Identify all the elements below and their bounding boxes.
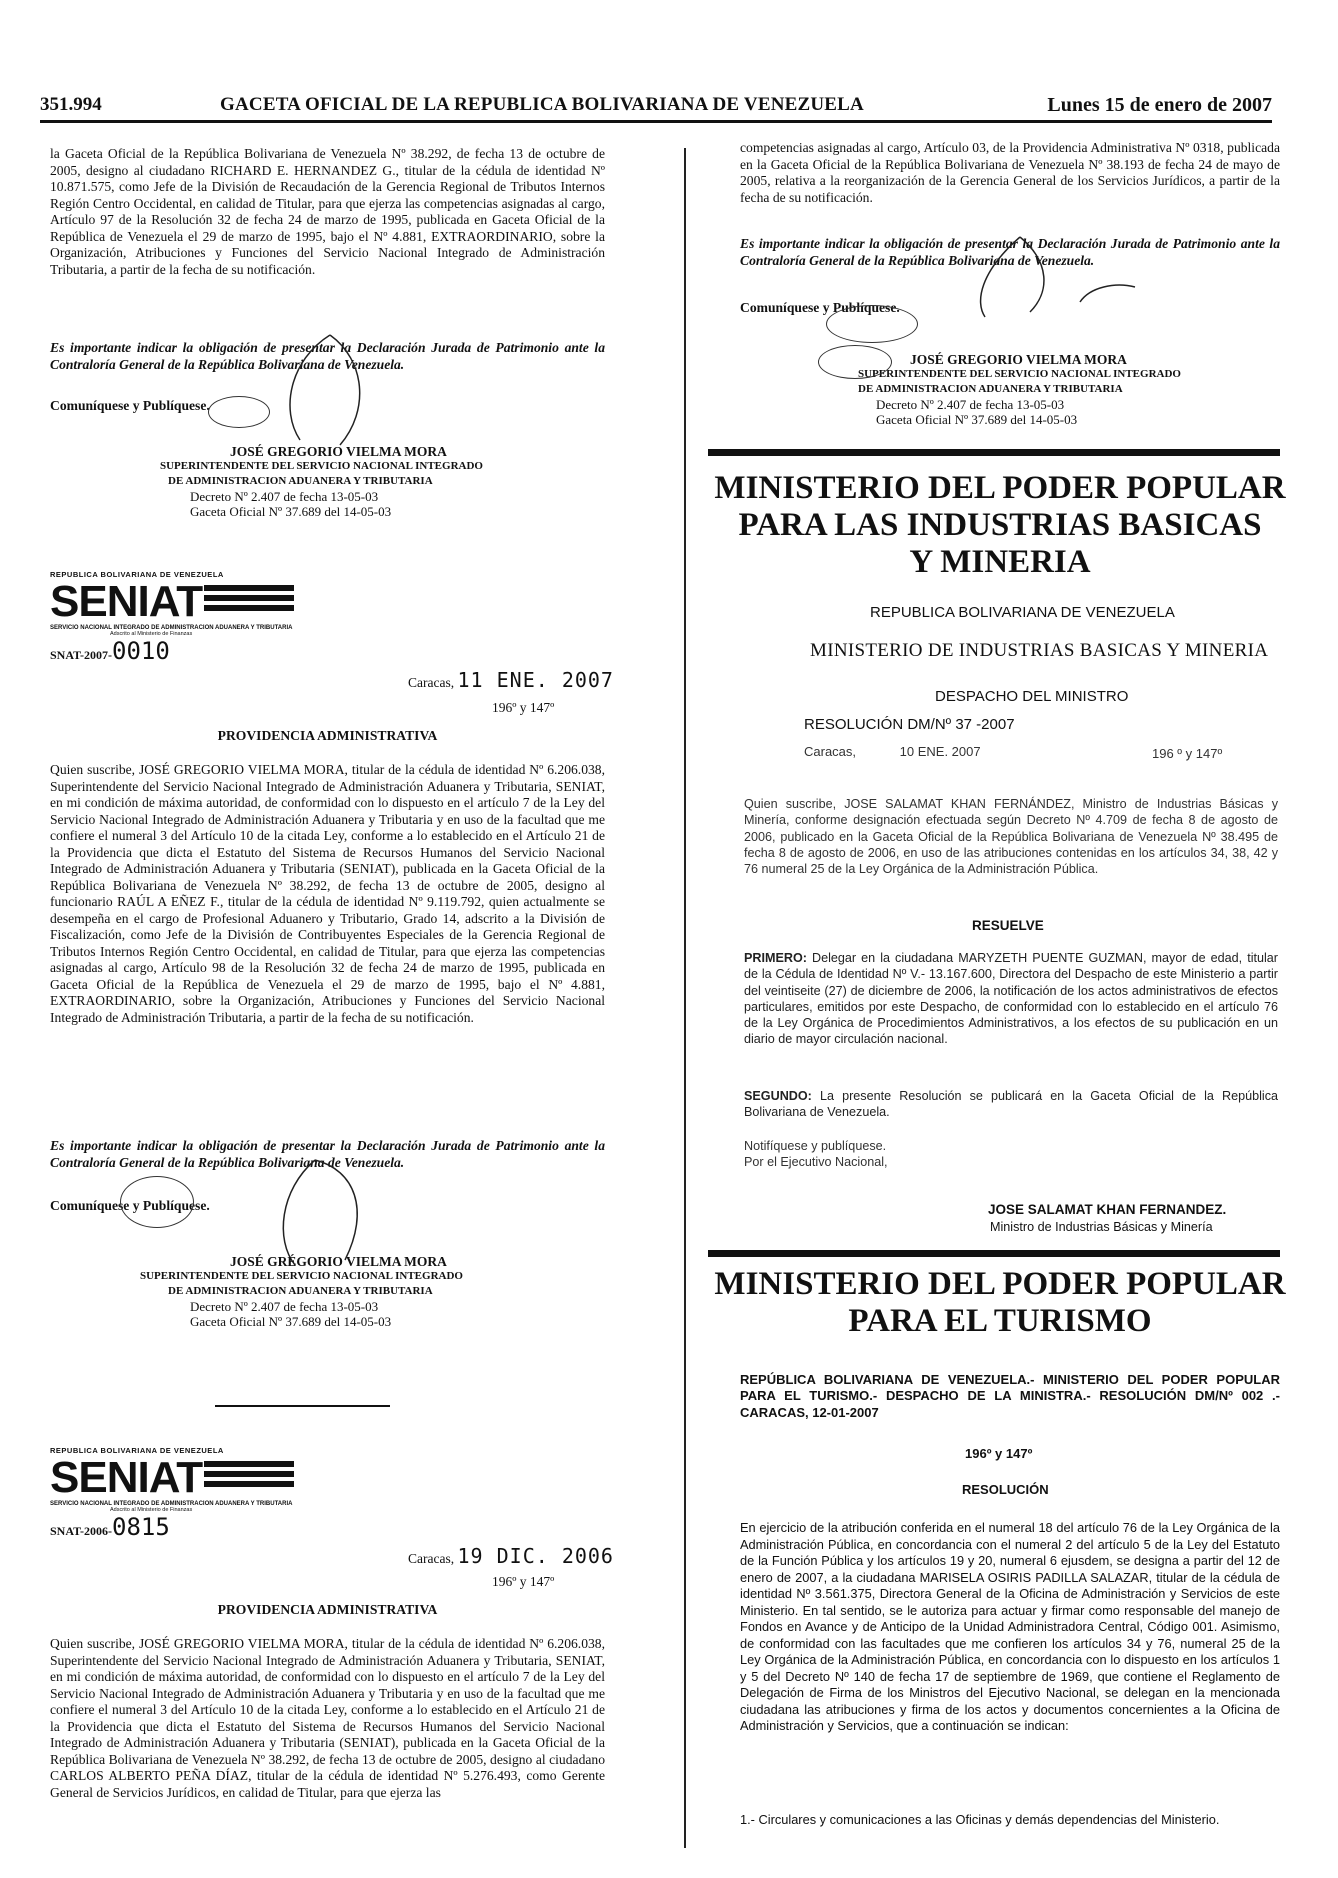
gazette-title: GACETA OFICIAL DE LA REPUBLICA BOLIVARIANA DE VENEZUELA bbox=[220, 94, 864, 115]
left-body-2: Quien suscribe, JOSÉ GREGORIO VIELMA MORA, titular de la cédula de identidad Nº 6.206.038, Superintendente del Servicio Nacional Integrado de Administración Aduanera y Tributaria, SENIAT, en mi condición de máxima autoridad, de conformidad con lo dispuesto en el artículo 7 de la Ley del Servicio Nacional Integrado de Administración Aduanera y Tributaria y en uso de la facultad que me confiere el numeral 3 del Artículo 10 de la citada Ley, conforme a lo establecido en el Artículo 21 de la Providencia que dicta el Estatuto del Sistema de Recursos Humanos del Servicio Nacional Integrado de Administración Aduanera y Tributaria (SENIAT), publicada en la Gaceta Oficial de la República Bolivariana de Venezuela Nº 38.292, de fecha 13 de octubre de 2005, designo al ciudadano CARLOS ALBERTO PEÑA DÍAZ, titular de la cédula de identidad Nº 5.276.493, como Gerente General de Servicios Jurídicos, en calidad de Titular, para que ejerza las bbox=[50, 1636, 605, 1800]
providencia-title-1: PROVIDENCIA ADMINISTRATIVA bbox=[217, 728, 438, 743]
left-body-1: Quien suscribe, JOSÉ GREGORIO VIELMA MORA, titular de la cédula de identidad Nº 6.206.038, Superintendente del Servicio Nacional Integrado de Administración Aduanera y Tributaria, SENIAT, en mi condición de máxima autoridad, de conformidad con lo dispuesto en el artículo 7 de la Ley del Servicio Nacional Integrado de Administración Aduanera y Tributaria y en uso de la facultad que me confiere el numeral 3 del Artículo 10 de la citada Ley, conforme a lo establecido en el Artículo 21 de la Providencia que dicta el Estatuto del Sistema de Recursos Humanos del Servicio Nacional Integrado de Administración Aduanera y Tributaria (SENIAT), publicada en la Gaceta Oficial de la República Bolivariana de Venezuela Nº 38.292, de fecha 13 de octubre de 2005, designo al funcionario RAÚL A EÑEZ F., titular de la cédula de identidad Nº 9.119.792, quien actualmente se desempeña en el cargo de Profesional Aduanero y Tributario, Grado 14, adscrito a la División de Fiscalización, como Jefe de la División de Contribuyentes Especiales de la Gerencia Regional de Tributos Internos Región Centro Occidental, en calidad de Titular, para que ejerza las competencias asignadas al cargo, Artículo 98 de la Resolución 32 de fecha 24 de marzo de 1995, publicada en Gaceta Oficial de la República de Venezuela el 29 de marzo de 1995, bajo el Nº 4.881, EXTRAORDINARIO, sobre la Organización, Atribuciones y Funciones del Servicio Nacional Integrado de Administración Tributaria, a partir de la fecha de su notificación. bbox=[50, 762, 605, 1025]
left-comuniquese-1: Comuníquese y Publíquese. bbox=[50, 398, 210, 413]
years-2: 196º y 147º bbox=[492, 1574, 555, 1589]
seniat-logo: SENIAT bbox=[50, 1455, 294, 1501]
page-number: 351.994 bbox=[40, 94, 102, 115]
seniat-logo: SENIAT bbox=[50, 579, 294, 625]
ib-body: Quien suscribe, JOSE SALAMAT KHAN FERNÁNDEZ, Ministro de Industrias Básicas y Minería, conforme designación efectuada según Decreto Nº 4.709 de fecha 8 de agosto de 2006, publicado en la Gaceta Oficial de la República Bolivariana de Venezuela Nº 38.495 de fecha 8 de agosto de 2006, en uso de las atribuciones contenidas en los artículos 34, 38, 42 y 76 numeral 25 de la Ley Orgánica de la Administración Pública. bbox=[744, 797, 1278, 877]
section-rule bbox=[708, 449, 1280, 456]
resuelve-title: RESUELVE bbox=[972, 918, 1044, 933]
republica-label: REPUBLICA BOLIVARIANA DE VENEZUELA bbox=[870, 604, 1175, 621]
left-intro-text: la Gaceta Oficial de la República Bolivariana de Venezuela Nº 38.292, de fecha 13 de octubre de 2005, designo al ciudadano RICHARD E. HERNANDEZ G., titular de la cédula de identidad Nº 10.871.575, como Jefe de la División de Recaudación de la Gerencia Regional de Tributos Internos Región Centro Occidental, en calidad de Titular, para que ejerza las competencias asignadas al cargo, Artículo 97 de la Resolución 32 de fecha 24 de marzo de 1995, publicada en Gaceta Oficial de la República de Venezuela el 29 de marzo de 1995, bajo el Nº 4.881, EXTRAORDINARIO, sobre la Organización, Atribuciones y Funciones del Servicio Nacional Integrado de Administración Tributaria, a partir de la fecha de su notificación. bbox=[50, 146, 605, 277]
signature-scribble bbox=[270, 330, 390, 450]
signature-scribble bbox=[940, 232, 1140, 322]
resolucion-title: RESOLUCIÓN bbox=[962, 1482, 1049, 1497]
column-divider bbox=[684, 148, 686, 1848]
ib-signature-title: Ministro de Industrias Básicas y Minería bbox=[990, 1220, 1213, 1234]
caracas-date-1: Caracas, 11 ENE. 2007 bbox=[408, 668, 614, 692]
turismo-years: 196º y 147º bbox=[965, 1446, 1033, 1461]
left-comuniquese-2: Comuníquese y Publíquese. bbox=[50, 1198, 210, 1213]
right-signature-block: JOSÉ GREGORIO VIELMA MORA SUPERINTENDENTE DEL SERVICIO NACIONAL INTEGRADO DE ADMINISTRACION ADUANERA Y TRIBUTARIA Decreto Nº 2.407 de fecha 13-05-03 Gaceta Oficial Nº 37.689 del 14-05-03 bbox=[858, 352, 1181, 427]
seal-stamp bbox=[120, 1176, 194, 1228]
handwritten-number: 0010 bbox=[112, 637, 170, 665]
turismo-header: REPÚBLICA BOLIVARIANA DE VENEZUELA.- MINISTERIO DEL PODER POPULAR PARA EL TURISMO.- DESPACHO DE LA MINISTRA.- RESOLUCIÓN DM/Nº 002 .- CARACAS, 12-01-2007 bbox=[740, 1372, 1280, 1420]
seniat-logo-block-2: REPUBLICA BOLIVARIANA DE VENEZUELA SENIAT SERVICIO NACIONAL INTEGRADO DE ADMINISTRACION ADUANERA Y TRIBUTARIA Adscrito al Ministerio de Finanzas SNAT-2006-0815 bbox=[50, 1446, 293, 1541]
left-important-notice-2: Es importante indicar la obligación de presentar la Declaración Jurada de Patrimonio ante la Contraloría General de la República Bolivariana de Venezuela. bbox=[50, 1138, 605, 1170]
notifiquese: Notifíquese y publíquese. bbox=[744, 1139, 887, 1153]
despacho-label: DESPACHO DEL MINISTRO bbox=[935, 688, 1129, 705]
left-important-notice-1: Es importante indicar la obligación de presentar la Declaración Jurada de Patrimonio ante la Contraloría General de la República Bolivariana de Venezuela. bbox=[50, 340, 605, 372]
header-rule bbox=[40, 120, 1272, 123]
caracas-date-2: Caracas, 19 DIC. 2006 bbox=[408, 1544, 614, 1568]
right-important-notice: Es importante indicar la obligación de presentar la Declaración Jurada de Patrimonio ante la Contraloría General de la República Bolivariana de Venezuela. bbox=[740, 236, 1280, 268]
issue-date: Lunes 15 de enero de 2007 bbox=[1047, 94, 1272, 116]
seal-stamp bbox=[208, 396, 270, 428]
right-comuniquese: Comuníquese y Publíquese. bbox=[740, 300, 900, 315]
seal-stamp bbox=[818, 345, 892, 379]
years-ib: 196 º y 147º bbox=[1152, 746, 1223, 761]
section-rule bbox=[708, 1250, 1280, 1257]
ministry-title-industrias: MINISTERIO DEL PODER POPULAR PARA LAS INDUSTRIAS BASICAS Y MINERIA bbox=[714, 470, 1286, 580]
caracas-ib: Caracas, 10 ENE. 2007 bbox=[804, 744, 981, 759]
turismo-body: En ejercicio de la atribución conferida en el numeral 18 del artículo 76 de la Ley Orgánica de la Administración Pública, en concordancia con el numeral 2 del artículo 5 de la Ley del Estatuto de la Función Pública y los artículos 19 y 20, numeral 6 ejusdem, se designa a partir del 12 de enero de 2007, a la ciudadana MARISELA OSIRIS PADILLA SALAZAR, titular de la cédula de identidad Nº 3.561.375, Directora General de la Oficina de Administración y Servicios de este Ministerio. En tal sentido, se le autoriza para actuar y firmar como responsable del manejo de Fondos en Avance y de Anticipo de la Unidad Administradora Central, Código 001. Asimismo, de conformidad con las facultades que me confieren los artículos 34 y 76, numeral 25 de la Ley Orgánica de la Administración Pública, en concordancia con lo dispuesto en los artículos 1 y 5 del Decreto Nº 140 de fecha 17 de septiembre de 1969, que contiene el Reglamento de Delegación de Firma de los Ministros del Ejecutivo Nacional, se delegan en la mencionada ciudadana las atribuciones y firma de los actos y documentos concernientes a la Oficina de Administración y Servicios, que a continuación se indican: bbox=[740, 1520, 1280, 1733]
ministry-title-turismo: MINISTERIO DEL PODER POPULAR PARA EL TURISMO bbox=[714, 1266, 1286, 1339]
resolucion-number: RESOLUCIÓN DM/Nº 37 -2007 bbox=[804, 716, 1015, 733]
signature-scribble bbox=[270, 1150, 390, 1270]
por-el-ejecutivo: Por el Ejecutivo Nacional, bbox=[744, 1155, 888, 1169]
seal-stamp bbox=[826, 305, 918, 343]
gazette-header bbox=[40, 94, 1272, 122]
separator-rule bbox=[215, 1405, 390, 1407]
segundo-paragraph: SEGUNDO: La presente Resolución se publicará en la Gaceta Oficial de la República Bolivariana de Venezuela. bbox=[744, 1089, 1278, 1120]
providencia-title-2: PROVIDENCIA ADMINISTRATIVA bbox=[217, 1602, 438, 1617]
years-1: 196º y 147º bbox=[492, 700, 555, 715]
right-intro-text: competencias asignadas al cargo, Artículo 03, de la Providencia Administrativa Nº 0318, publicada en la Gaceta Oficial de la República Bolivariana de Venezuela Nº 38.193 de fecha 24 de mayo de 2005, relativa a la reorganización de la Gerencia General de los Servicios Jurídicos, a partir de la fecha de su notificación. bbox=[740, 140, 1280, 205]
left-signature-block-1: JOSÉ GREGORIO VIELMA MORA SUPERINTENDENTE DEL SERVICIO NACIONAL INTEGRADO DE ADMINISTRACION ADUANERA Y TRIBUTARIA Decreto Nº 2.407 de fecha 13-05-03 Gaceta Oficial Nº 37.689 del 14-05-03 bbox=[160, 444, 483, 519]
seniat-logo-block-1: REPUBLICA BOLIVARIANA DE VENEZUELA SENIAT SERVICIO NACIONAL INTEGRADO DE ADMINISTRACION ADUANERA Y TRIBUTARIA Adscrito al Ministerio de Finanzas SNAT-2007-0010 bbox=[50, 570, 293, 665]
turismo-item-1: 1.- Circulares y comunicaciones a las Oficinas y demás dependencias del Ministerio. bbox=[740, 1812, 1220, 1827]
left-signature-block-2: JOSÉ GRÉGORIO VIELMA MORA SUPERINTENDENTE DEL SERVICIO NACIONAL INTEGRADO DE ADMINISTRACION ADUANERA Y TRIBUTARIA Decreto Nº 2.407 de fecha 13-05-03 Gaceta Oficial Nº 37.689 del 14-05-03 bbox=[140, 1254, 463, 1329]
ministerio-ib-label: MINISTERIO DE INDUSTRIAS BASICAS Y MINERIA bbox=[810, 640, 1269, 661]
handwritten-number: 0815 bbox=[112, 1513, 170, 1541]
primero-paragraph: PRIMERO: Delegar en la ciudadana MARYZETH PUENTE GUZMAN, mayor de edad, titular de la Cédula de Identidad Nº V.- 13.167.600, Directora del Despacho de este Ministerio a partir del veintiseite (27) de diciembre de 2006, la notificación de los actos administrativos de efectos particulares, emitidos por este Despacho, de conformidad con lo establecido en el artículo 76 de la Ley Orgánica de Procedimientos Administrativos, a los efectos de su publicación en un diario de mayor circulación nacional. bbox=[744, 951, 1278, 1047]
ib-signature-name: JOSE SALAMAT KHAN FERNANDEZ. bbox=[988, 1202, 1227, 1217]
